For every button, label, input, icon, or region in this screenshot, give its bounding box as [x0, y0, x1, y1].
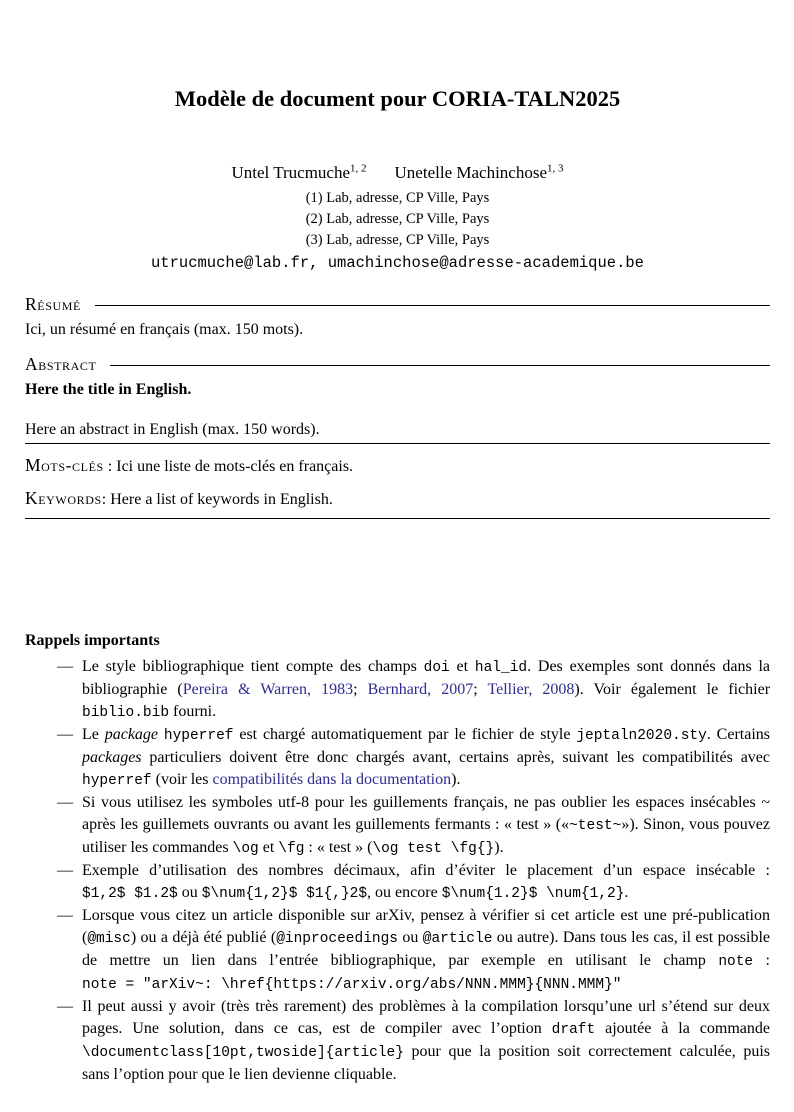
body-text: est chargé automatiquement par le fichier de style — [233, 725, 577, 743]
body-text: ou autre). Dans tous les cas, il est possible de mettre un lien dans l’entrée bibliographique, par exemple en utilisant le champ — [82, 928, 771, 969]
code-text: \fg — [278, 840, 305, 857]
resume-label: Résumé — [25, 293, 81, 314]
body-text: ). Voir également le fichier — [574, 680, 771, 698]
reminders-heading: Rappels importants — [25, 631, 160, 649]
body-text: : — [753, 951, 770, 969]
body-text: pour que la position soit correctement calculée, puis sans l’option pour que le lien devienne cliquable. — [82, 1042, 770, 1083]
separator-rule — [25, 443, 770, 444]
body-text: ) ou a déjà été publié ( — [130, 928, 277, 946]
code-text: hyperref — [82, 772, 152, 789]
body-text: Exemple d’utilisation des nombres décimaux, afin d’éviter le placement d’un espace insécable : — [82, 861, 770, 879]
code-text: doi — [423, 659, 450, 676]
author-1 — [232, 163, 367, 182]
body-text: Le — [82, 725, 105, 743]
reminder-item — [25, 996, 770, 1086]
dash-list-marker: — — [57, 861, 73, 879]
code-text: $1,2$ $1.2$ — [82, 885, 178, 902]
body-text: fourni. — [169, 702, 217, 720]
body-text: ajoutée à la commande — [595, 1019, 770, 1037]
abstract-heading — [25, 354, 770, 375]
dash-list-marker: — — [57, 793, 73, 811]
body-text: : « test » ( — [304, 838, 373, 856]
author-affil-superscript: 1, 2 — [350, 162, 367, 174]
body-text: . Des exemples sont donnés dans la bibliographie ( — [82, 657, 771, 698]
resume-heading — [25, 294, 770, 315]
dash-list-marker: — — [57, 657, 73, 675]
code-text: \og test \fg{} — [372, 840, 495, 857]
dash-list-marker: — — [57, 906, 73, 924]
code-text: @article — [422, 930, 493, 947]
affiliation-3: (3) Lab, adresse, CP Ville, Pays — [305, 231, 490, 248]
hyperlink[interactable]: Bernhard, 2007 — [367, 680, 474, 698]
code-text: draft — [551, 1021, 596, 1038]
keywords-text: : Here a list of keywords in English. — [101, 490, 333, 508]
dash-list-marker: — — [57, 997, 73, 1015]
reminder-item — [25, 656, 770, 724]
body-text: , ou encore — [367, 883, 442, 901]
resume-text: Ici, un résumé en français (max. 150 mots). — [25, 320, 304, 338]
body-text: et — [449, 657, 475, 675]
reminder-item — [25, 905, 770, 996]
body-text: ; — [473, 680, 488, 698]
code-text: jeptaln2020.sty — [576, 727, 707, 744]
code-text: \documentclass[10pt,twoside]{article} — [82, 1044, 404, 1061]
code-text: @misc — [87, 930, 131, 947]
code-text: $\num{1.2}$ \num{1,2} — [441, 885, 625, 902]
author-emails: utrucmuche@lab.fr, umachinchose@adresse-academique.be — [151, 253, 644, 272]
abstract-text: Here an abstract in English (max. 150 words). — [25, 420, 320, 438]
code-text: hyperref — [163, 727, 234, 744]
body-text: ; — [353, 680, 368, 698]
body-text: (voir les — [151, 770, 213, 788]
code-text: ~test~ — [569, 817, 622, 834]
affiliation-2: (2) Lab, adresse, CP Ville, Pays — [305, 210, 490, 227]
body-text: Le style bibliographique tient compte des champs — [82, 657, 424, 675]
abstract-label: Abstract — [25, 353, 97, 374]
body-text: »). Sinon, vous pouvez utiliser les commandes — [82, 815, 770, 856]
motscles-text: : Ici une liste de mots-clés en français. — [103, 457, 354, 475]
author-name: Untel Trucmuche — [231, 162, 351, 182]
paper-title: Modèle de document pour CORIA-TALN2025 — [174, 86, 621, 111]
code-text: hal_id — [474, 659, 528, 676]
body-text: et — [258, 838, 279, 856]
hyperlink[interactable]: compatibilités dans la documentation — [212, 770, 452, 788]
code-text: note — [718, 953, 754, 970]
motscles-label: Mots-clés — [25, 454, 104, 475]
hyperlink[interactable]: Pereira & Warren, 1983 — [182, 680, 354, 698]
body-text: Lorsque vous citez un article disponible sur arXiv, pensez à vérifier si cet article est une pré-publication ( — [82, 906, 770, 946]
body-text: . — [624, 883, 629, 901]
reminders-list — [25, 656, 770, 1086]
author-affil-superscript: 1, 3 — [547, 162, 564, 174]
italic-text: packages — [82, 748, 142, 766]
reminder-item — [25, 860, 770, 905]
author-name: Unetelle Machinchose — [394, 162, 547, 182]
heading-rule — [110, 365, 770, 366]
code-text: biblio.bib — [82, 704, 170, 721]
body-text: Il peut aussi y avoir (très très rarement) des problèmes à la compilation lorsqu’une url s’étend sur deux pages. Une solution, dans ce cas, est de compiler avec l’option — [82, 997, 770, 1037]
code-text: @inproceedings — [276, 930, 399, 947]
code-text: \og — [232, 840, 259, 857]
reminder-item — [25, 792, 770, 860]
hyperlink[interactable]: Tellier, 2008 — [487, 680, 575, 698]
reminder-item — [25, 724, 770, 792]
body-text: ou — [177, 883, 202, 901]
separator-rule — [25, 518, 770, 519]
heading-rule — [95, 305, 770, 306]
authors-line — [25, 158, 770, 183]
body-text: ). — [494, 838, 504, 856]
keywords-label: Keywords — [25, 487, 102, 508]
affiliation-1: (1) Lab, adresse, CP Ville, Pays — [305, 189, 490, 206]
italic-text: package — [104, 725, 159, 743]
affiliations-block — [25, 188, 770, 251]
keywords-line — [25, 487, 770, 511]
author-2 — [395, 163, 564, 182]
body-text: Si vous utilisez les symboles utf-8 pour les guillements français, ne pas oublier les espaces insécables ~ après les guillemets ouvrants ou avant les guillements fermants : « test » (« — [82, 793, 770, 833]
code-text: $\num{1,2}$ $1{,}2$ — [201, 885, 368, 902]
code-text: note = "arXiv~: \href{https://arxiv.org/abs/NNN.MMM}{NNN.MMM}" — [82, 976, 622, 993]
body-text: . Certains — [706, 725, 771, 743]
body-text: ). — [451, 770, 461, 788]
body-text: particuliers doivent être donc chargés avant, certains après, suivant les compatibilités avec — [141, 748, 770, 766]
english-title: Here the title in English. — [25, 380, 192, 398]
dash-list-marker: — — [57, 725, 73, 743]
body-text: ou — [398, 928, 423, 946]
motscles-line — [25, 454, 770, 478]
